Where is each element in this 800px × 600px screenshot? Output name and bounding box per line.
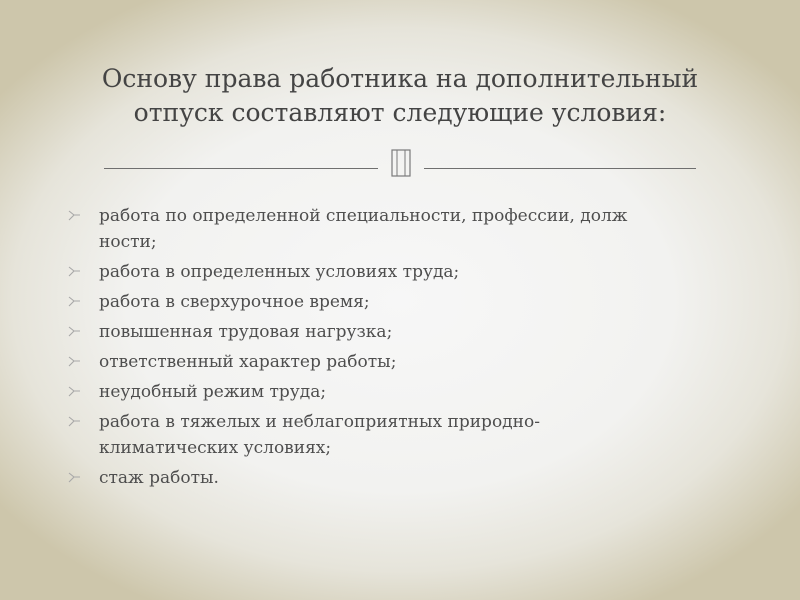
quadrant-diamond-bullet-icon [68,385,81,398]
list-item [68,203,748,255]
list-item-line: работа по определенной специальности, профессии, долж [99,206,628,226]
list-item-line: стаж работы. [99,468,219,488]
list-item-line: работа в сверхурочное время; [99,292,370,312]
slide-title [60,62,740,130]
list-item-text [99,203,748,255]
quadrant-diamond-bullet-icon [68,265,81,278]
quadrant-diamond-bullet-icon [68,471,81,484]
list-item-text [99,409,748,461]
list-item [68,289,748,315]
divider-rule-left [104,168,378,169]
list-item-text [99,465,748,491]
list-item-line: ности; [99,232,157,252]
list-item-text [99,379,748,405]
list-item [68,259,748,285]
list-item-line: работа в тяжелых и неблагоприятных природно- [99,412,540,432]
quadrant-diamond-bullet-icon [68,325,81,338]
list-item-line: ответственный характер работы; [99,352,397,372]
list-item [68,349,748,375]
list-item [68,465,748,491]
list-item [68,379,748,405]
divider-rule-right [424,168,696,169]
title-line: отпуск составляют следующие условия: [133,98,667,127]
list-item-text [99,349,748,375]
conditions-list [68,203,748,495]
quadrant-diamond-bullet-icon [68,355,81,368]
list-item-line: неудобный режим труда; [99,382,327,402]
list-item-line: работа в определенных условиях труда; [99,262,460,282]
list-item-text [99,259,748,285]
list-item-text [99,319,748,345]
title-line: Основу права работника на дополнительный [101,64,699,93]
quadrant-diamond-bullet-icon [68,295,81,308]
quadrant-diamond-bullet-icon [68,415,81,428]
list-item-text [99,289,748,315]
list-item [68,409,748,461]
list-item-line: повышенная трудовая нагрузка; [99,322,393,342]
title-divider [104,148,696,178]
quadrant-diamond-bullet-icon [68,209,81,222]
ornament-box-icon [384,148,418,178]
list-item [68,319,748,345]
list-item-line: климатических условиях; [99,438,332,458]
